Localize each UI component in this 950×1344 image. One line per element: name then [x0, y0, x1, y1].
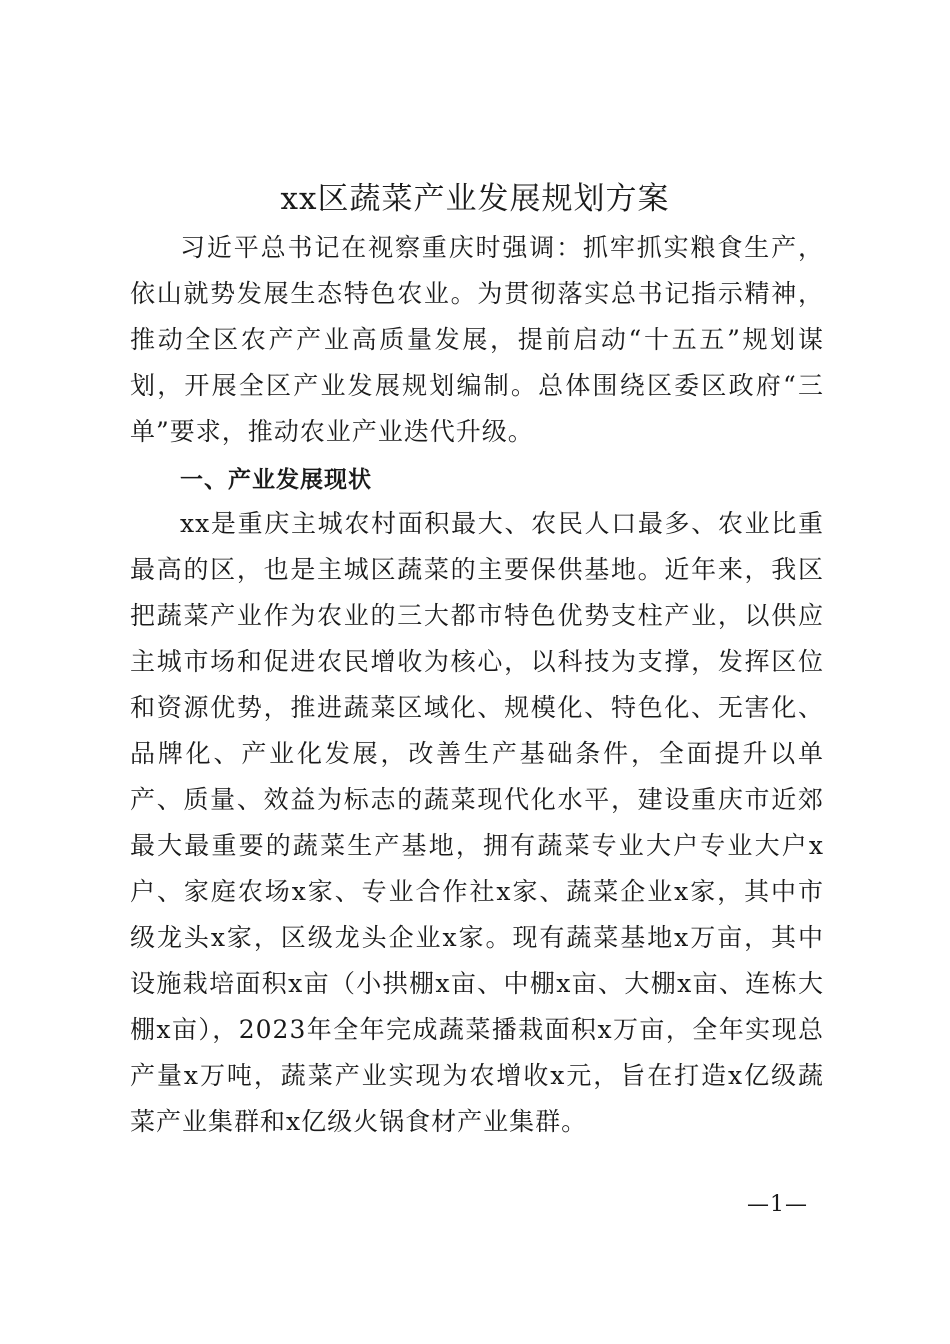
section-heading: 一、产业发展现状 [180, 467, 372, 493]
document-title: xx区蔬菜产业发展规划方案 [280, 181, 670, 217]
page-number: —1— [747, 1192, 808, 1217]
section-paragraph: xx是重庆主城农村面积最大、农民人口最多、农业比重最高的区，也是主城区蔬菜的主要保供基地。近年来，我区把蔬菜产业作为农业的三大都市特色优势支柱产业，以供应主城市场和促进农民增收为核心，以科技为支撑，发挥区位和资源优势，推进蔬菜区域化、规模化、特色化、无害化、品牌化、产业化发展，改善生产基础条件，全面提升以单产、质量、效益为标志的蔬菜现代化水平，建设重庆市近郊最大最重要的蔬菜生产基地，拥有蔬菜专业大户专业大户x户、家庭农场x家、专业合作社x家、蔬菜企业x家，其中市级龙头x家，区级龙头企业x家。现有蔬菜基地x万亩，其中设施栽培面积x亩（小拱棚x亩、中棚x亩、大棚x亩、连栋大棚x亩），2023年全年完成蔬菜播栽面积x万亩，全年实现总产量x万吨，蔬菜产业实现为农增收x元，旨在打造x亿级蔬菜产业集群和x亿级火锅食材产业集群。 [130, 509, 824, 1136]
intro-paragraph: 习近平总书记在视察重庆时强调：抓牢抓实粮食生产，依山就势发展生态特色农业。为贯彻落实总书记指示精神，推动全区农产产业高质量发展，提前启动“十五五”规划谋划，开展全区产业发展规划编制。总体围绕区委区政府“三单”要求，推动农业产业迭代升级。 [130, 233, 824, 446]
